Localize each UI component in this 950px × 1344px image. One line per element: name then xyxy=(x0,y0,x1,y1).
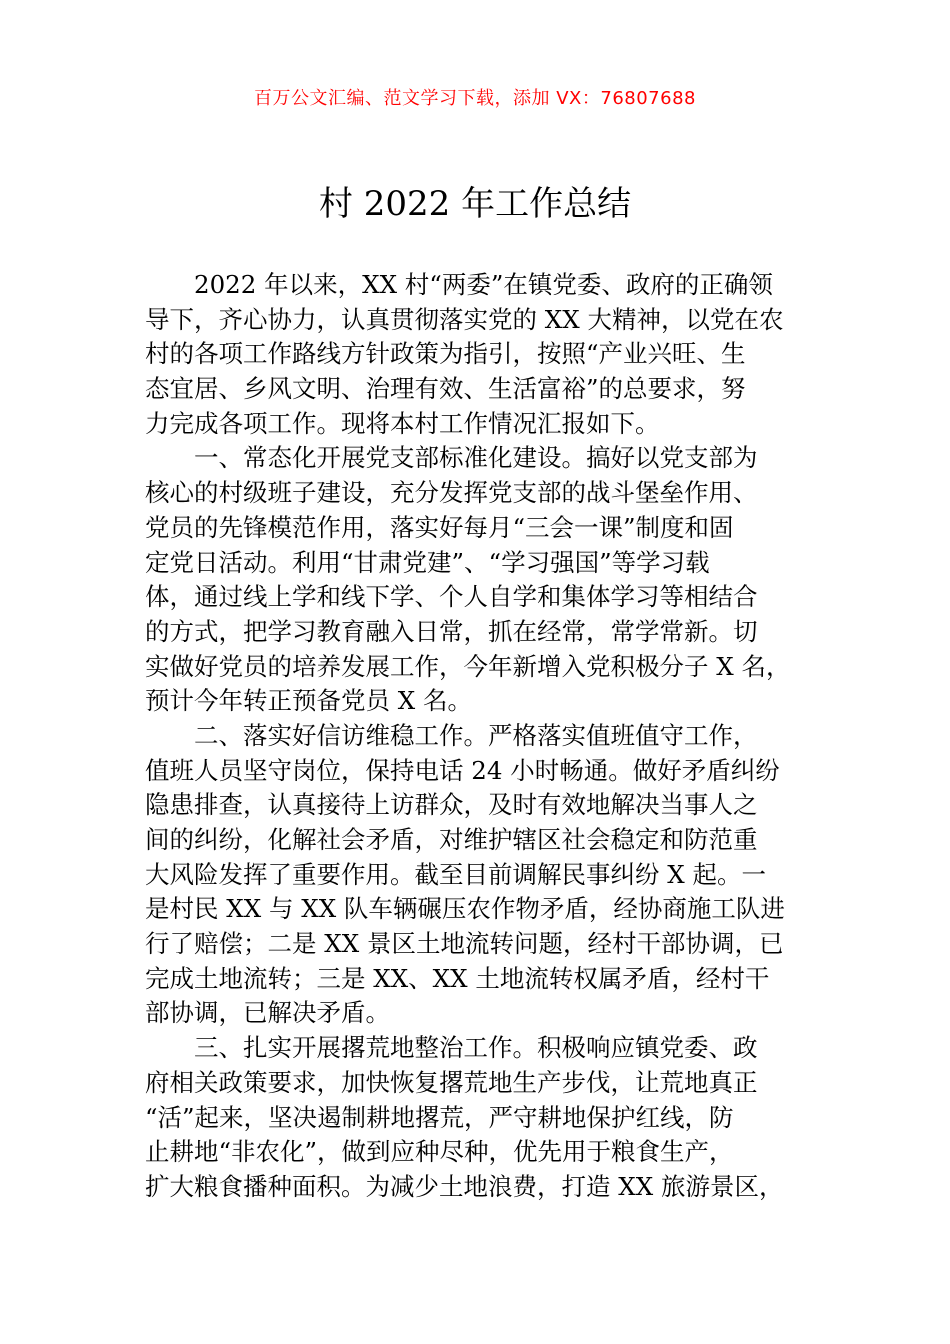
body-line: 核心的村级班子建设，充分发挥党支部的战斗堡垒作用、 xyxy=(145,478,758,508)
body-line: 府相关政策要求，加快恢复撂荒地生产步伐，让荒地真正 xyxy=(145,1067,758,1097)
body-line: 大风险发挥了重要作用。截至目前调解民事纠纷 X 起。一 xyxy=(145,859,767,889)
body-line: 部协调，已解决矛盾。 xyxy=(145,998,390,1028)
body-line: 实做好党员的培养发展工作，今年新增入党积极分子 X 名， xyxy=(145,651,791,681)
body-line: 间的纠纷，化解社会矛盾，对维护辖区社会稳定和防范重 xyxy=(145,825,758,854)
body-line: 村的各项工作路线方针政策为指引，按照“产业兴旺、生 xyxy=(145,339,746,369)
body-line: 定党日活动。利用“甘肃党建”、“学习强国”等学习载 xyxy=(145,547,710,577)
body-line: 隐患排查，认真接待上访群众，及时有效地解决当事人之 xyxy=(145,790,758,820)
body-line: 2022 年以来，XX 村“两委”在镇党委、政府的正确领 xyxy=(145,270,773,299)
body-line: 二、落实好信访维稳工作。严格落实值班值守工作， xyxy=(145,720,758,750)
body-line: 止耕地“非农化”，做到应种尽种，优先用于粮食生产， xyxy=(145,1137,734,1167)
body-line: 值班人员坚守岗位，保持电话 24 小时畅通。做好矛盾纠纷 xyxy=(145,755,780,785)
body-line: 的方式，把学习教育融入日常，抓在经常，常学常新。切 xyxy=(145,616,758,646)
promo-header-note: 百万公文汇编、范文学习下载，添加 VX：76807688 xyxy=(254,88,696,109)
body-line: 完成土地流转；三是 XX、XX 土地流转权属矛盾，经村干 xyxy=(145,963,770,993)
body-line: 三、扎实开展撂荒地整治工作。积极响应镇党委、政 xyxy=(145,1033,758,1063)
body-line: 体，通过线上学和线下学、个人自学和集体学习等相结合 xyxy=(145,582,758,612)
body-line: 一、常态化开展党支部标准化建设。搞好以党支部为 xyxy=(145,443,758,473)
body-line: 是村民 XX 与 XX 队车辆碾压农作物矛盾，经协商施工队进 xyxy=(145,894,785,924)
body-line: 行了赔偿；二是 XX 景区土地流转问题，经村干部协调，已 xyxy=(145,929,784,959)
body-line: 扩大粮食播种面积。为减少土地浪费，打造 XX 旅游景区， xyxy=(145,1171,784,1201)
body-line: 预计今年转正预备党员 X 名。 xyxy=(145,686,473,716)
body-line: “活”起来，坚决遏制耕地撂荒，严守耕地保护红线，防 xyxy=(145,1102,734,1132)
document-title: 村 2022 年工作总结 xyxy=(318,184,632,224)
body-line: 导下，齐心协力，认真贯彻落实党的 XX 大精神，以党在农 xyxy=(145,304,784,334)
body-line: 力完成各项工作。现将本村工作情况汇报如下。 xyxy=(145,408,660,438)
body-line: 党员的先锋模范作用，落实好每月“三会一课”制度和固 xyxy=(145,512,734,542)
body-line: 态宜居、乡风文明、治理有效、生活富裕”的总要求，努 xyxy=(145,374,746,404)
document-body xyxy=(145,268,811,1205)
